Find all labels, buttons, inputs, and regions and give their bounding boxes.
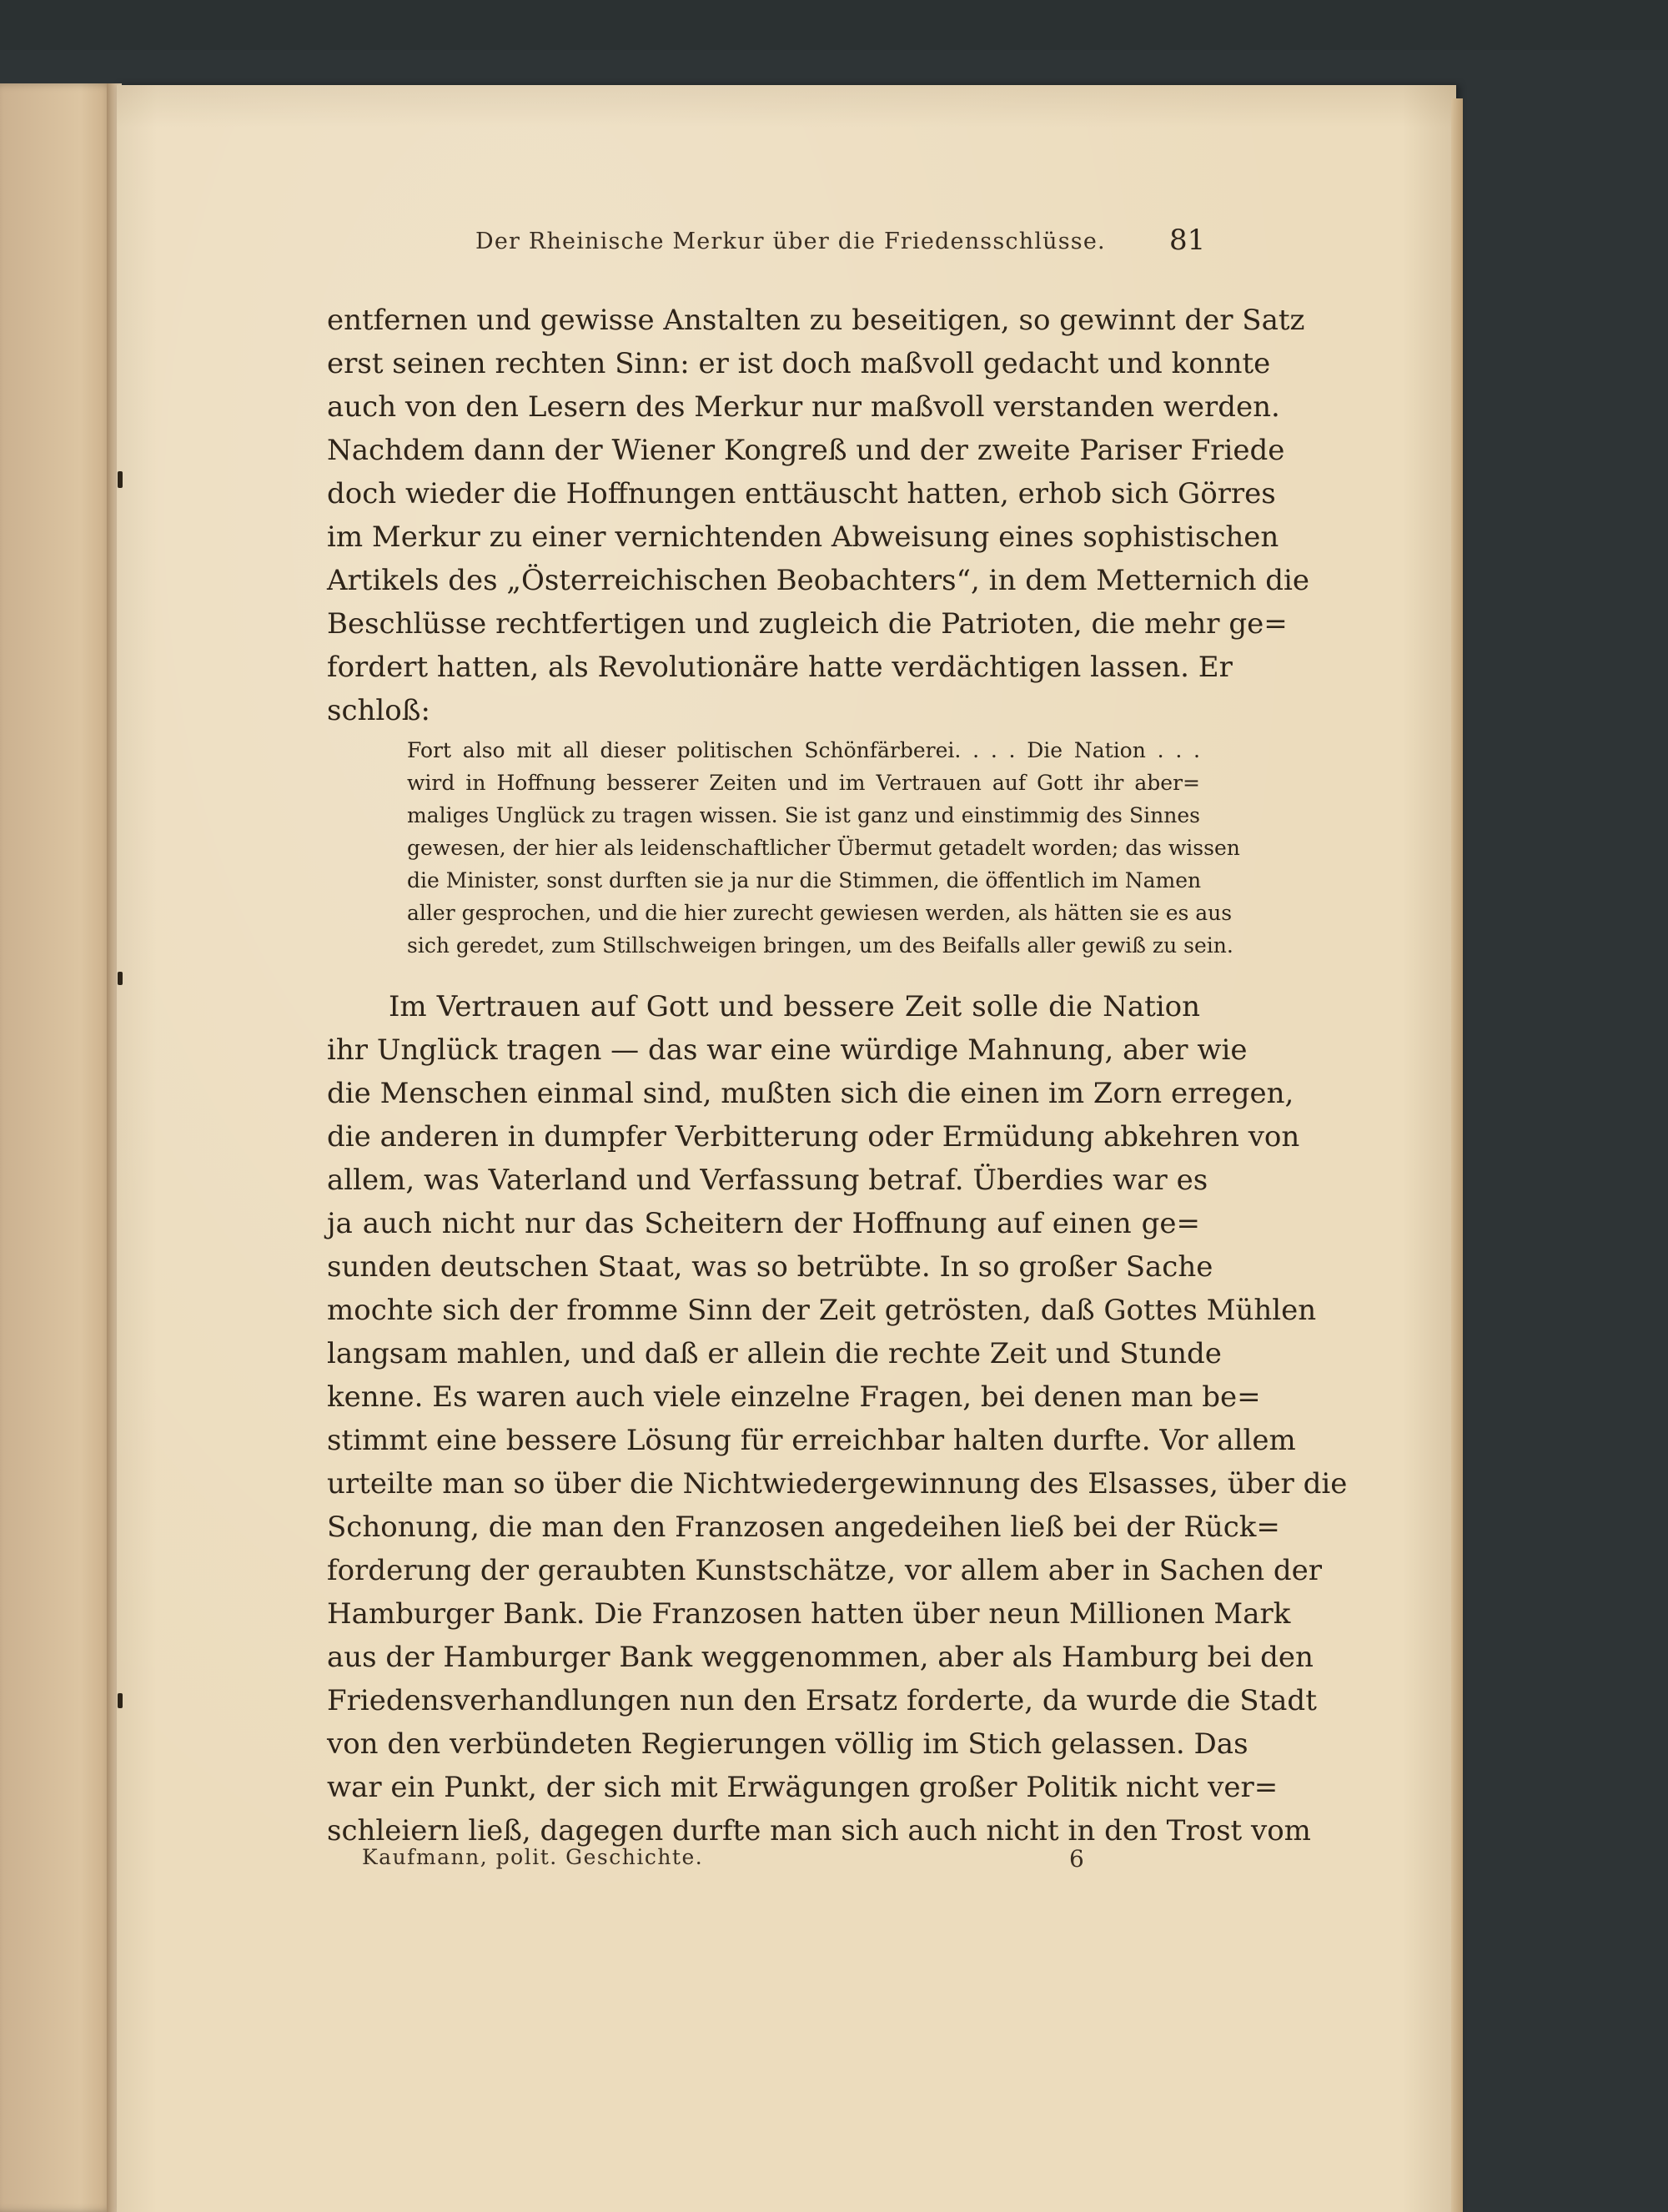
page-edge-shadow (1451, 98, 1463, 2212)
quote-line: die Minister, sonst durften sie ja nur die Stimmen, die öffentlich im Namen (407, 868, 1202, 892)
running-title: Der Rheinische Merkur über die Friedensschlüsse. (475, 229, 1106, 254)
block-quote (407, 734, 1240, 962)
text-line: im Merkur zu einer vernichtenden Abweisung eines sophistischen (327, 520, 1279, 554)
quote-line: wird in Hoffnung besserer Zeiten und im Vertrauen auf Gott ihr aber= (407, 771, 1200, 795)
text-line: Im Vertrauen auf Gott und bessere Zeit solle die Nation (389, 990, 1200, 1023)
text-line: Friedensverhandlungen nun den Ersatz forderte, da wurde die Stadt (327, 1684, 1317, 1717)
text-line: langsam mahlen, und daß er allein die rechte Zeit und Stunde (327, 1337, 1222, 1370)
quote-line: gewesen, der hier als leidenschaftlicher Übermut getadelt worden; das wissen (407, 836, 1240, 860)
text-line: Schonung, die man den Franzosen angedeihen ließ bei der Rück= (327, 1511, 1280, 1544)
quote-line: aller gesprochen, und die hier zurecht gewiesen werden, als hätten sie es aus (407, 901, 1233, 925)
footer-imprint: Kaufmann, polit. Geschichte. (362, 1845, 704, 1869)
text-line: von den verbündeten Regierungen völlig im Stich gelassen. Das (327, 1727, 1248, 1761)
text-line: urteilte man so über die Nichtwiedergewinnung des Elsasses, über die (327, 1467, 1348, 1501)
text-line: doch wieder die Hoffnungen enttäuscht hatten, erhob sich Görres (327, 477, 1276, 510)
text-line: erst seinen rechten Sinn: er ist doch maßvoll gedacht und konnte (327, 347, 1271, 380)
text-line: stimmt eine bessere Lösung für erreichbar halten durfte. Vor allem (327, 1424, 1296, 1457)
text-line: Artikels des „Österreichischen Beobachters“, in dem Metternich die (327, 564, 1310, 597)
text-line: Hamburger Bank. Die Franzosen hatten über neun Millionen Mark (327, 1597, 1291, 1631)
text-line: entfernen und gewisse Anstalten zu beseitigen, so gewinnt der Satz (327, 304, 1305, 337)
facing-page-edge (0, 83, 115, 2212)
margin-mark (118, 972, 123, 985)
text-line: aus der Hamburger Bank weggenommen, aber als Hamburg bei den (327, 1641, 1314, 1674)
quote-line: Fort also mit all dieser politischen Schönfärberei. . . . Die Nation . . . (407, 738, 1200, 762)
text-line: mochte sich der fromme Sinn der Zeit getrösten, daß Gottes Mühlen (327, 1294, 1317, 1327)
text-line: forderung der geraubten Kunstschätze, vor allem aber in Sachen der (327, 1554, 1323, 1587)
text-line: die anderen in dumpfer Verbitterung oder Ermüdung abkehren von (327, 1120, 1300, 1154)
text-line: allem, was Vaterland und Verfassung betraf. Überdies war es (327, 1164, 1208, 1197)
quote-line: sich geredet, zum Stillschweigen bringen, um des Beifalls aller gewiß zu sein. (407, 933, 1233, 958)
text-line: auch von den Lesern des Merkur nur maßvoll verstanden werden. (327, 390, 1280, 424)
paragraph-2 (327, 985, 1348, 1853)
text-line: ja auch nicht nur das Scheitern der Hoffnung auf einen ge= (327, 1207, 1200, 1240)
quote-line: maliges Unglück zu tragen wissen. Sie ist ganz und einstimmig des Sinnes (407, 803, 1200, 827)
text-line: kenne. Es waren auch viele einzelne Fragen, bei denen man be= (327, 1380, 1261, 1414)
text-line: Beschlüsse rechtfertigen und zugleich die Patrioten, die mehr ge= (327, 607, 1288, 641)
page-number: 81 (1169, 224, 1206, 257)
text-line: die Menschen einmal sind, mußten sich die einen im Zorn erregen, (327, 1077, 1294, 1110)
margin-mark (118, 471, 123, 488)
paragraph-1 (327, 299, 1310, 732)
margin-mark (118, 1693, 123, 1708)
text-line: schleiern ließ, dagegen durfte man sich auch nicht in den Trost vom (327, 1814, 1311, 1848)
signature-mark: 6 (1069, 1845, 1084, 1873)
text-line: sunden deutschen Staat, was so betrübte. In so großer Sache (327, 1250, 1213, 1284)
text-line: Nachdem dann der Wiener Kongreß und der zweite Pariser Friede (327, 434, 1285, 467)
text-line: fordert hatten, als Revolutionäre hatte verdächtigen lassen. Er (327, 651, 1233, 684)
text-line: war ein Punkt, der sich mit Erwägungen großer Politik nicht ver= (327, 1771, 1279, 1804)
text-line: ihr Unglück tragen — das war eine würdige Mahnung, aber wie (327, 1033, 1248, 1067)
text-line: schloß: (327, 694, 430, 727)
